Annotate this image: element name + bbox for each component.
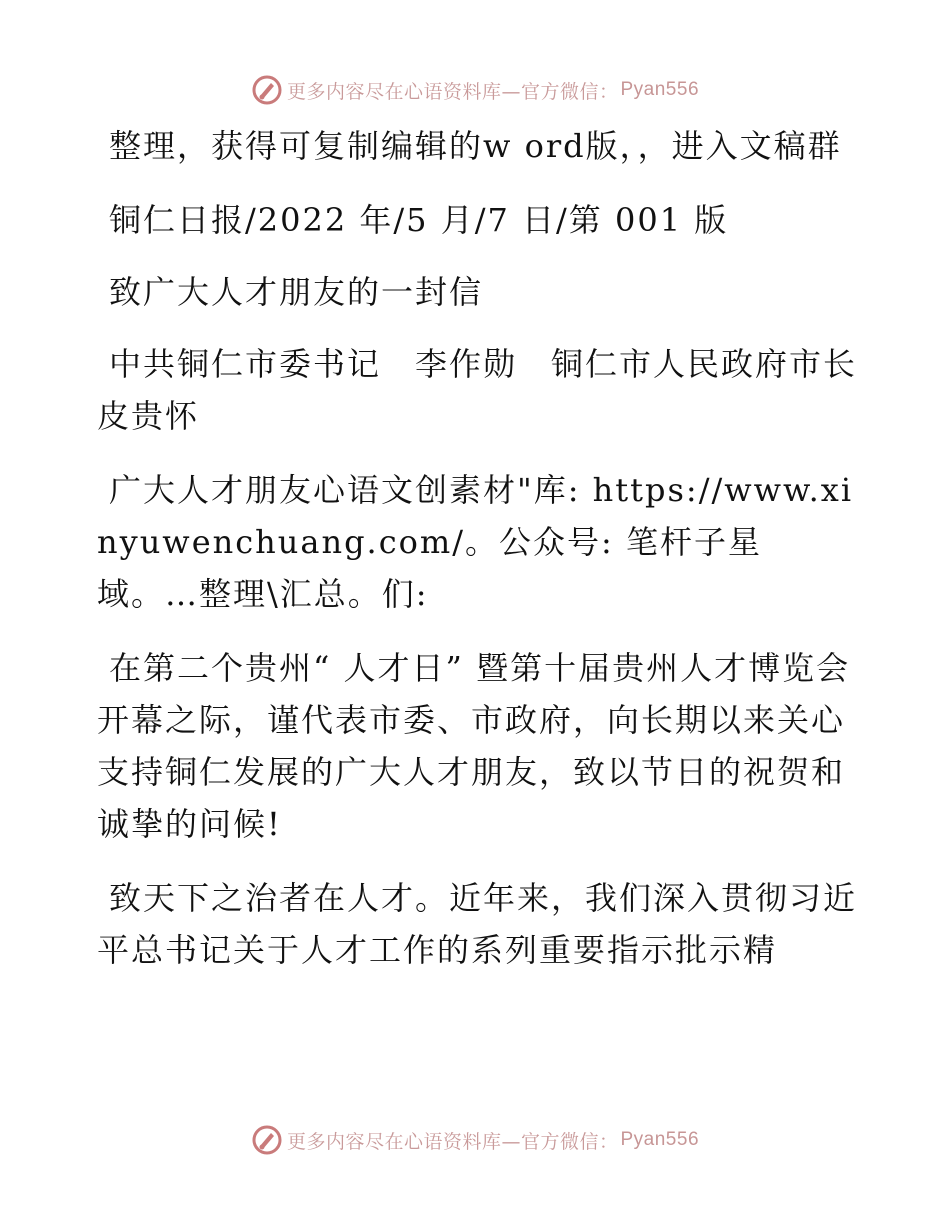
brush-seal-icon (251, 1124, 283, 1156)
salutation-paragraph: 广大人才朋友心语文创素材"库: https://www.xinyuwenchuang.com/。公众号: 笔杆子星域。…整理\汇总。们: (97, 471, 854, 613)
document-body (97, 120, 892, 998)
body-paragraph-greeting: 在第二个贵州“ 人才日” 暨第十届贵州人才博览会开幕之际，谨代表市委、市政府，向长期以来关心支持铜仁发展的广大人才朋友，致以节日的祝贺和诚挚的问候! (97, 649, 851, 843)
footer-watermark (0, 1120, 950, 1160)
intro-paragraph: 整理，获得可复制编辑的w ord版，，进入文稿群 (109, 127, 842, 165)
letter-title: 致广大人才朋友的一封信 (109, 273, 484, 311)
header-watermark (0, 70, 950, 110)
body-paragraph-talent: 致天下之治者在人才。近年来，我们深入贯彻习近平总书记关于人才工作的系列重要指示批示精 (97, 879, 858, 969)
brush-seal-icon (251, 74, 283, 106)
watermark-account: Pyan556 (620, 79, 700, 100)
watermark-text: 更多内容尽在心语资料库—官方微信： (286, 80, 619, 103)
watermark-account: Pyan556 (620, 1129, 700, 1150)
source-line: 铜仁日报/2022 年/5 月/7 日/第 001 版 (109, 201, 729, 239)
letter-authors: 中共铜仁市委书记 李作勋 铜仁市人民政府市长 皮贵怀 (97, 345, 892, 435)
watermark-text: 更多内容尽在心语资料库—官方微信： (286, 1130, 619, 1153)
